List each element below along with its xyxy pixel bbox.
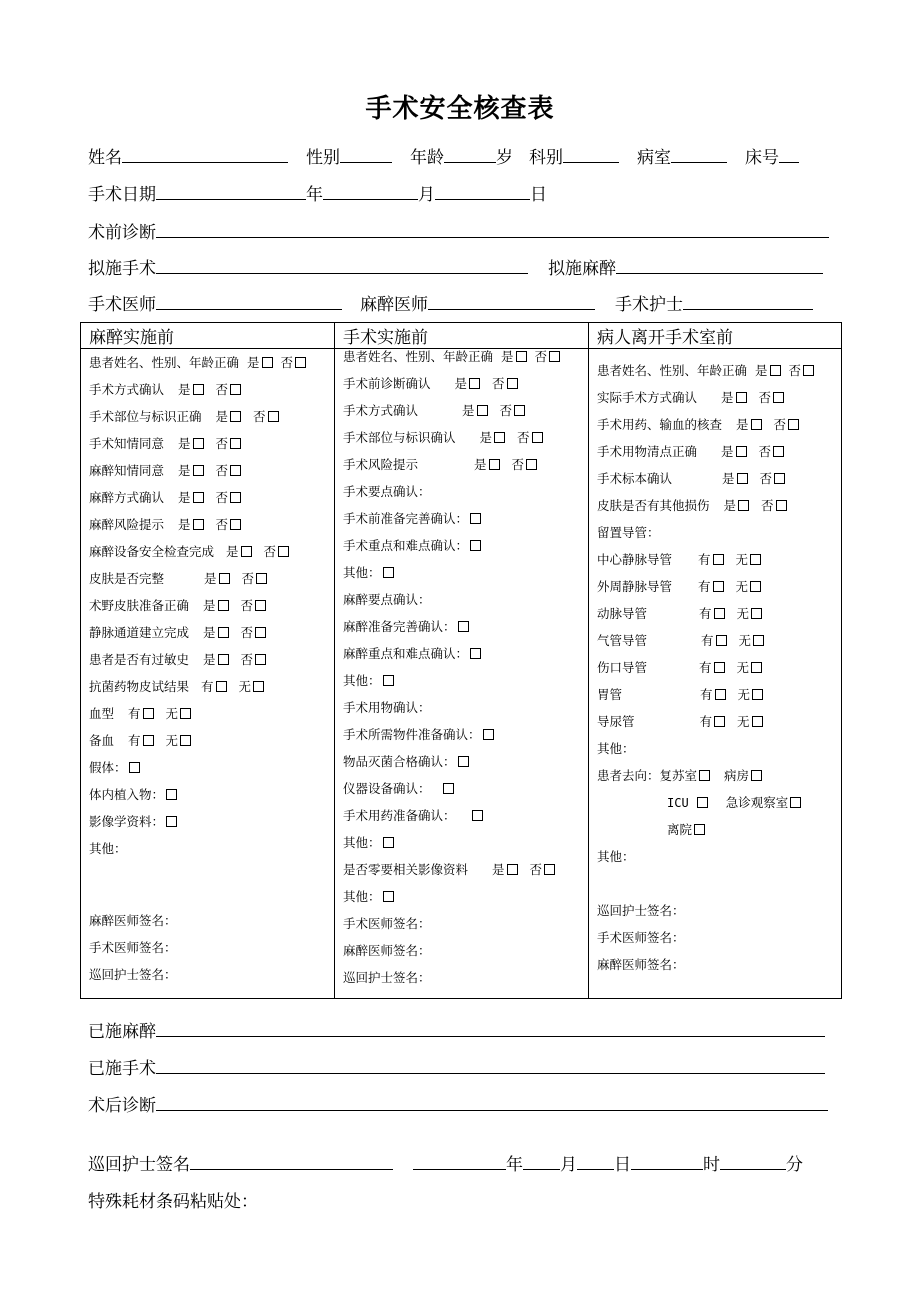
surgery-day-field[interactable]: [435, 181, 530, 200]
signature-line[interactable]: 巡回护士签名：: [343, 970, 431, 985]
surgery-month-field[interactable]: [323, 181, 418, 200]
signature-line[interactable]: 麻醉医师签名：: [343, 943, 431, 958]
year-label: 年: [306, 185, 323, 205]
checkbox[interactable]: [241, 546, 252, 557]
gender-field[interactable]: [340, 144, 392, 163]
sign-minute-field[interactable]: [720, 1151, 786, 1170]
signature-line[interactable]: 麻醉医师签名：: [597, 957, 685, 972]
checkbox[interactable]: [193, 438, 204, 449]
checkbox[interactable]: [803, 365, 814, 376]
signature-line[interactable]: 手术医师签名：: [343, 916, 431, 931]
form-title: 手术安全核查表: [365, 94, 555, 124]
checkbox[interactable]: [230, 492, 241, 503]
planned-anesthesia-field[interactable]: [616, 255, 823, 274]
checkbox[interactable]: [736, 392, 747, 403]
list-item: 手术风险提示 是 否: [343, 457, 537, 473]
checkbox[interactable]: [773, 446, 784, 457]
checkbox[interactable]: [458, 756, 469, 767]
list-item: 手术方式确认 是 否: [89, 382, 241, 398]
postop-diagnosis-label: 术后诊断: [88, 1096, 156, 1116]
checkbox[interactable]: [738, 500, 749, 511]
checkbox[interactable]: [770, 365, 781, 376]
checkbox[interactable]: [514, 405, 525, 416]
checkbox[interactable]: [516, 351, 527, 362]
dept-label: 科别: [529, 148, 563, 168]
list-item: 外周静脉导管 有 无: [597, 579, 761, 595]
checkbox[interactable]: [443, 783, 454, 794]
checkbox[interactable]: [166, 789, 177, 800]
list-item: 体内植入物：: [89, 787, 177, 803]
list-item: 其他：: [597, 741, 635, 756]
checkbox[interactable]: [278, 546, 289, 557]
checkbox[interactable]: [193, 492, 204, 503]
list-item: 气管导管 有 无: [597, 633, 764, 649]
list-item: 导尿管 有 无: [597, 714, 763, 730]
checkbox[interactable]: [752, 716, 763, 727]
list-item: 伤口导管 有 无: [597, 660, 762, 676]
signature-line[interactable]: 巡回护士签名：: [89, 967, 177, 982]
list-item: 手术所需物件准备确认：: [343, 727, 494, 743]
checkbox[interactable]: [549, 351, 560, 362]
checkbox[interactable]: [268, 411, 279, 422]
list-item: 其他：: [343, 835, 394, 851]
list-item: 仪器设备确认：: [343, 781, 454, 797]
nurse-field[interactable]: [683, 291, 813, 310]
checkbox[interactable]: [218, 627, 229, 638]
sign-day-field[interactable]: [577, 1151, 614, 1170]
age-unit: 岁: [496, 148, 513, 168]
list-item: 手术要点确认：: [343, 484, 431, 499]
list-item: 皮肤是否有其他损伤 是 否: [597, 498, 787, 514]
nurse-signature-label: 巡回护士签名: [88, 1155, 190, 1175]
anesthesia-done-field[interactable]: [156, 1018, 825, 1037]
checkbox[interactable]: [751, 608, 762, 619]
list-item: 患者是否有过敏史 是 否: [89, 652, 266, 668]
checkbox[interactable]: [218, 654, 229, 665]
checkbox[interactable]: [713, 581, 724, 592]
ward-label: 病室: [637, 148, 671, 168]
checkbox[interactable]: [383, 567, 394, 578]
list-item: 中心静脉导管 有 无: [597, 552, 761, 568]
checkbox[interactable]: [750, 581, 761, 592]
header-before-anesthesia: 麻醉实施前: [81, 323, 335, 349]
list-item: 假体：: [89, 760, 140, 776]
surgeon-field[interactable]: [156, 291, 342, 310]
list-item: 手术方式确认 是 否: [343, 403, 525, 419]
checkbox[interactable]: [477, 405, 488, 416]
header-before-surgery: 手术实施前: [335, 323, 589, 349]
header-before-leaving: 病人离开手术室前: [589, 323, 842, 349]
surgery-date-label: 手术日期: [88, 185, 156, 205]
list-item: 麻醉重点和难点确认：: [343, 646, 481, 662]
checkbox[interactable]: [253, 681, 264, 692]
signature-line[interactable]: 手术医师签名：: [597, 930, 685, 945]
column-before-surgery: [335, 349, 589, 999]
checkbox[interactable]: [255, 654, 266, 665]
checkbox[interactable]: [166, 816, 177, 827]
checkbox[interactable]: [193, 384, 204, 395]
checkbox[interactable]: [494, 432, 505, 443]
list-item: 手术重点和难点确认：: [343, 538, 481, 554]
checkbox[interactable]: [383, 675, 394, 686]
checkbox[interactable]: [469, 378, 480, 389]
column-before-anesthesia: [81, 349, 335, 999]
checkbox[interactable]: [472, 810, 483, 821]
preop-diagnosis-label: 术前诊断: [88, 223, 156, 243]
planned-surgery-label: 拟施手术: [88, 259, 156, 279]
surgery-done-row: [88, 1054, 825, 1078]
checkbox[interactable]: [230, 411, 241, 422]
sign-month-field[interactable]: [523, 1151, 560, 1170]
signature-line[interactable]: 手术医师签名：: [89, 940, 177, 955]
checkbox[interactable]: [193, 519, 204, 530]
list-item: 手术标本确认 是 否: [597, 471, 785, 487]
list-item: 手术部位与标识确认 是 否: [343, 430, 543, 446]
list-item: 麻醉准备完善确认：: [343, 619, 469, 635]
bed-label: 床号: [745, 148, 779, 168]
checkbox[interactable]: [230, 465, 241, 476]
checkbox[interactable]: [715, 689, 726, 700]
list-item: 麻醉风险提示 是 否: [89, 517, 241, 533]
anesthesia-done-row: [88, 1017, 825, 1041]
barcode-label: 特殊耗材条码粘贴处：: [88, 1192, 258, 1212]
checkbox[interactable]: [790, 797, 801, 808]
surgery-date-row: [88, 180, 547, 204]
checkbox[interactable]: [699, 770, 710, 781]
list-item: 麻醉要点确认：: [343, 592, 431, 607]
list-item: 术野皮肤准备正确 是 否: [89, 598, 266, 614]
checkbox[interactable]: [255, 600, 266, 611]
checkbox[interactable]: [483, 729, 494, 740]
list-item: 留置导管：: [597, 525, 660, 540]
list-item: 患者去向：复苏室 病房: [597, 768, 762, 784]
day-label: 日: [614, 1155, 631, 1175]
column-before-leaving: [589, 349, 842, 999]
checkbox[interactable]: [216, 681, 227, 692]
list-item: ICU 急诊观察室: [667, 795, 801, 811]
checkbox[interactable]: [129, 762, 140, 773]
list-item: 影像学资料：: [89, 814, 177, 830]
checkbox[interactable]: [180, 708, 191, 719]
list-item: 其他：: [597, 849, 635, 864]
name-label: 姓名: [88, 148, 122, 168]
checkbox[interactable]: [143, 735, 154, 746]
list-item: 实际手术方式确认 是 否: [597, 390, 784, 406]
list-item: 手术用物清点正确 是 否: [597, 444, 784, 460]
list-item: 手术用药准备确认：: [343, 808, 483, 824]
checkbox[interactable]: [295, 357, 306, 368]
checkbox[interactable]: [736, 446, 747, 457]
month-label: 月: [418, 185, 435, 205]
checkbox[interactable]: [526, 459, 537, 470]
gender-label: 性别: [306, 148, 340, 168]
list-item: 手术用物确认：: [343, 700, 431, 715]
list-item: 是否零要相关影像资料 是 否: [343, 862, 555, 878]
checkbox[interactable]: [751, 770, 762, 781]
signature-line[interactable]: 巡回护士签名：: [597, 903, 685, 918]
patient-info-row: [88, 143, 799, 167]
checklist-table: [80, 322, 842, 999]
list-item: 手术前准备完善确认：: [343, 511, 481, 527]
bed-field[interactable]: [779, 144, 799, 163]
list-item: 物品灭菌合格确认：: [343, 754, 469, 770]
planned-anesthesia-label: 拟施麻醉: [548, 259, 616, 279]
day-label: 日: [530, 185, 547, 205]
list-item: 手术用药、输血的核查 是 否: [597, 417, 799, 433]
surgeon-label: 手术医师: [88, 295, 156, 315]
checkbox[interactable]: [255, 627, 266, 638]
list-item: 静脉通道建立完成 是 否: [89, 625, 266, 641]
nurse-signature-field[interactable]: [190, 1151, 393, 1170]
list-item: 动脉导管 有 无: [597, 606, 762, 622]
hour-label: 时: [703, 1155, 720, 1175]
surgery-year-field[interactable]: [156, 181, 306, 200]
checkbox[interactable]: [776, 500, 787, 511]
checkbox[interactable]: [507, 378, 518, 389]
checkbox[interactable]: [788, 419, 799, 430]
list-item: 手术部位与标识正确 是 否: [89, 409, 279, 425]
list-item: 患者姓名、性别、年龄正确 是 否: [597, 363, 814, 379]
list-item: 麻醉知情同意 是 否: [89, 463, 241, 479]
checkbox[interactable]: [230, 438, 241, 449]
checkbox[interactable]: [262, 357, 273, 368]
checkbox[interactable]: [774, 473, 785, 484]
anesthesiologist-field[interactable]: [428, 291, 595, 310]
checkbox[interactable]: [180, 735, 191, 746]
signature-line[interactable]: 麻醉医师签名：: [89, 913, 177, 928]
list-item: 血型 有 无: [89, 706, 191, 722]
nurse-label: 手术护士: [615, 295, 683, 315]
planned-surgery-field[interactable]: [156, 255, 528, 274]
surgery-done-label: 已施手术: [88, 1059, 156, 1079]
checkbox[interactable]: [230, 519, 241, 530]
list-item: 胃管 有 无: [597, 687, 763, 703]
checkbox[interactable]: [752, 689, 763, 700]
checkbox[interactable]: [751, 662, 762, 673]
staff-row: [88, 290, 813, 314]
planned-row: [88, 254, 823, 278]
checkbox[interactable]: [694, 824, 705, 835]
checkbox[interactable]: [532, 432, 543, 443]
checkbox[interactable]: [714, 608, 725, 619]
checkbox[interactable]: [143, 708, 154, 719]
ward-field[interactable]: [671, 144, 727, 163]
checkbox[interactable]: [256, 573, 267, 584]
checkbox[interactable]: [714, 662, 725, 673]
list-item: 其他：: [343, 889, 394, 905]
checkbox[interactable]: [470, 540, 481, 551]
checkbox[interactable]: [713, 554, 724, 565]
list-item: 皮肤是否完整 是 否: [89, 571, 267, 587]
anesthesia-done-label: 已施麻醉: [88, 1022, 156, 1042]
preop-diagnosis-row: [88, 218, 829, 242]
checkbox[interactable]: [383, 891, 394, 902]
list-item: 备血 有 无: [89, 733, 191, 749]
checkbox[interactable]: [383, 837, 394, 848]
checkbox[interactable]: [750, 554, 761, 565]
list-item: 麻醉设备安全检查完成 是 否: [89, 544, 289, 560]
checkbox[interactable]: [737, 473, 748, 484]
checkbox[interactable]: [753, 635, 764, 646]
minute-label: 分: [786, 1155, 803, 1175]
checkbox[interactable]: [544, 864, 555, 875]
list-item: 其他：: [343, 673, 394, 689]
list-item: 其他：: [89, 841, 127, 856]
name-field[interactable]: [122, 144, 288, 163]
checkbox[interactable]: [230, 384, 241, 395]
sign-hour-field[interactable]: [631, 1151, 703, 1170]
preop-diagnosis-field[interactable]: [156, 219, 829, 238]
list-item: 麻醉方式确认 是 否: [89, 490, 241, 506]
checkbox[interactable]: [714, 716, 725, 727]
anesthesiologist-label: 麻醉医师: [360, 295, 428, 315]
month-label: 月: [560, 1155, 577, 1175]
age-label: 年龄: [410, 148, 444, 168]
age-field[interactable]: [444, 144, 496, 163]
surgery-done-field[interactable]: [156, 1055, 825, 1074]
checkbox[interactable]: [470, 648, 481, 659]
checkbox[interactable]: [773, 392, 784, 403]
postop-diagnosis-field[interactable]: [156, 1092, 828, 1111]
list-item: 手术前诊断确认 是 否: [343, 376, 518, 392]
list-item: 手术知情同意 是 否: [89, 436, 241, 452]
checkbox[interactable]: [458, 621, 469, 632]
checkbox[interactable]: [219, 573, 230, 584]
checkbox[interactable]: [697, 797, 708, 808]
list-item: 其他：: [343, 565, 394, 581]
checkbox[interactable]: [716, 635, 727, 646]
checkbox[interactable]: [193, 465, 204, 476]
year-label: 年: [506, 1155, 523, 1175]
dept-field[interactable]: [563, 144, 619, 163]
list-item: 患者姓名、性别、年龄正确 是 否: [89, 355, 306, 371]
checkbox[interactable]: [218, 600, 229, 611]
checkbox[interactable]: [470, 513, 481, 524]
checkbox[interactable]: [751, 419, 762, 430]
sign-year-field[interactable]: [413, 1151, 506, 1170]
list-item: 离院: [667, 822, 705, 838]
list-item: 患者姓名、性别、年龄正确 是 否: [343, 349, 560, 365]
checkbox[interactable]: [507, 864, 518, 875]
postop-diagnosis-row: [88, 1091, 828, 1115]
checkbox[interactable]: [489, 459, 500, 470]
nurse-signature-row: [88, 1150, 803, 1174]
list-item: 抗菌药物皮试结果 有 无: [89, 679, 264, 695]
